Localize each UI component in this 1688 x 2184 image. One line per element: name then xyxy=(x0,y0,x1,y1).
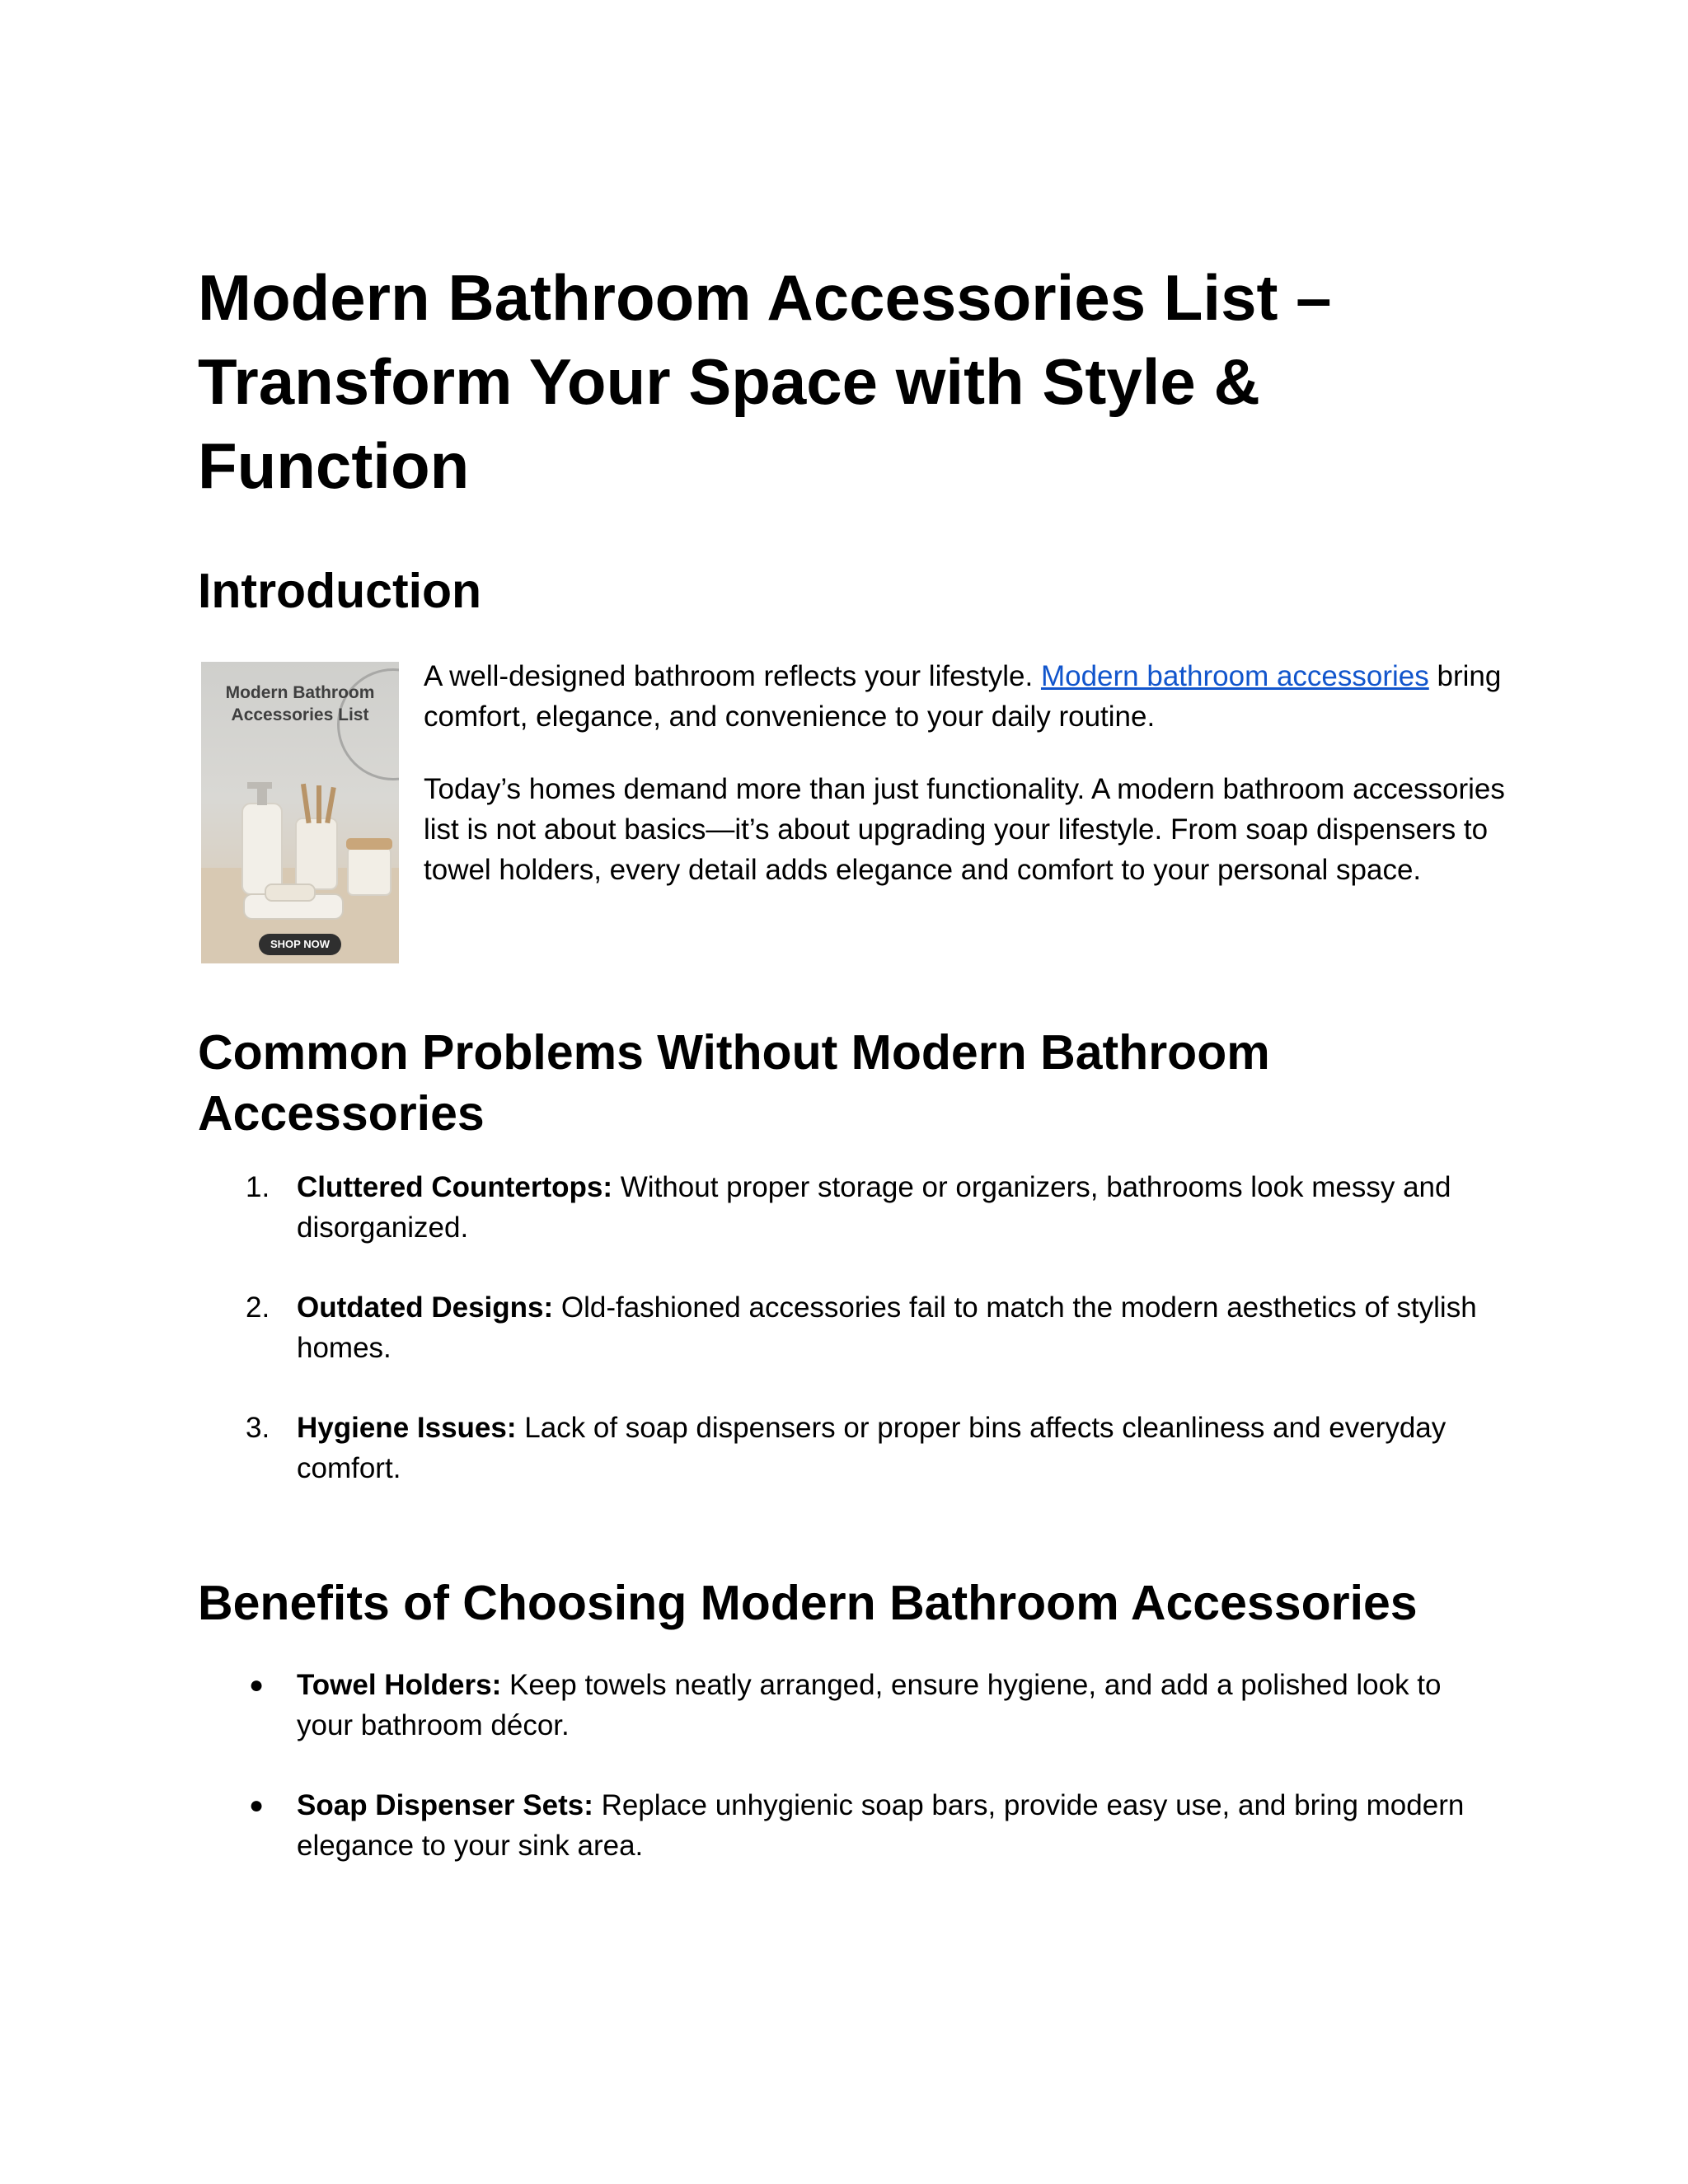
bullet-icon: ● xyxy=(249,1671,265,1699)
list-number: 2. xyxy=(246,1291,270,1324)
intro-paragraph-1: A well-designed bathroom reflects your lifestyle. Modern bathroom accessories bring comfort, elegance, and convenience to your daily routine. xyxy=(424,660,1502,733)
bullet-icon: ● xyxy=(249,1792,265,1819)
list-item-text: Hygiene Issues: Lack of soap dispensers or proper bins affects cleanliness and everyday comfort. xyxy=(297,1412,1447,1484)
list-item-text: Outdated Designs: Old-fashioned accessories fail to match the modern aesthetics of stylish homes. xyxy=(297,1291,1477,1364)
list-number: 3. xyxy=(246,1412,270,1444)
modern-bathroom-accessories-link[interactable]: Modern bathroom accessories xyxy=(1040,660,1429,692)
benefits-heading: Benefits of Choosing Modern Bathroom Accessories xyxy=(198,1576,1418,1630)
introduction-heading: Introduction xyxy=(198,564,482,618)
promo-image-title: Modern Bathroom Accessories List xyxy=(225,683,375,724)
list-item-text: Cluttered Countertops: Without proper storage or organizers, bathrooms look messy and disorganized. xyxy=(297,1171,1451,1244)
list-number: 1. xyxy=(246,1171,270,1203)
shop-now-button[interactable]: SHOP NOW xyxy=(259,934,341,955)
shop-promo-image[interactable] xyxy=(201,662,399,963)
intro-paragraph-2: Today’s homes demand more than just functionality. A modern bathroom accessories list is not about basics—it’s about upgrading your lifestyle. From soap dispensers to towel holders, every detail adds elegance and comfort to your personal space. xyxy=(424,773,1505,886)
list-item-text: Towel Holders: Keep towels neatly arranged, ensure hygiene, and add a polished look to your bathroom décor. xyxy=(297,1669,1442,1741)
problems-heading: Common Problems Without Modern Bathroom Accessories xyxy=(198,1025,1270,1141)
page-title: Modern Bathroom Accessories List – Transform Your Space with Style & Function xyxy=(198,261,1332,502)
list-item-text: Soap Dispenser Sets: Replace unhygienic soap bars, provide easy use, and bring modern elegance to your sink area. xyxy=(297,1789,1465,1862)
